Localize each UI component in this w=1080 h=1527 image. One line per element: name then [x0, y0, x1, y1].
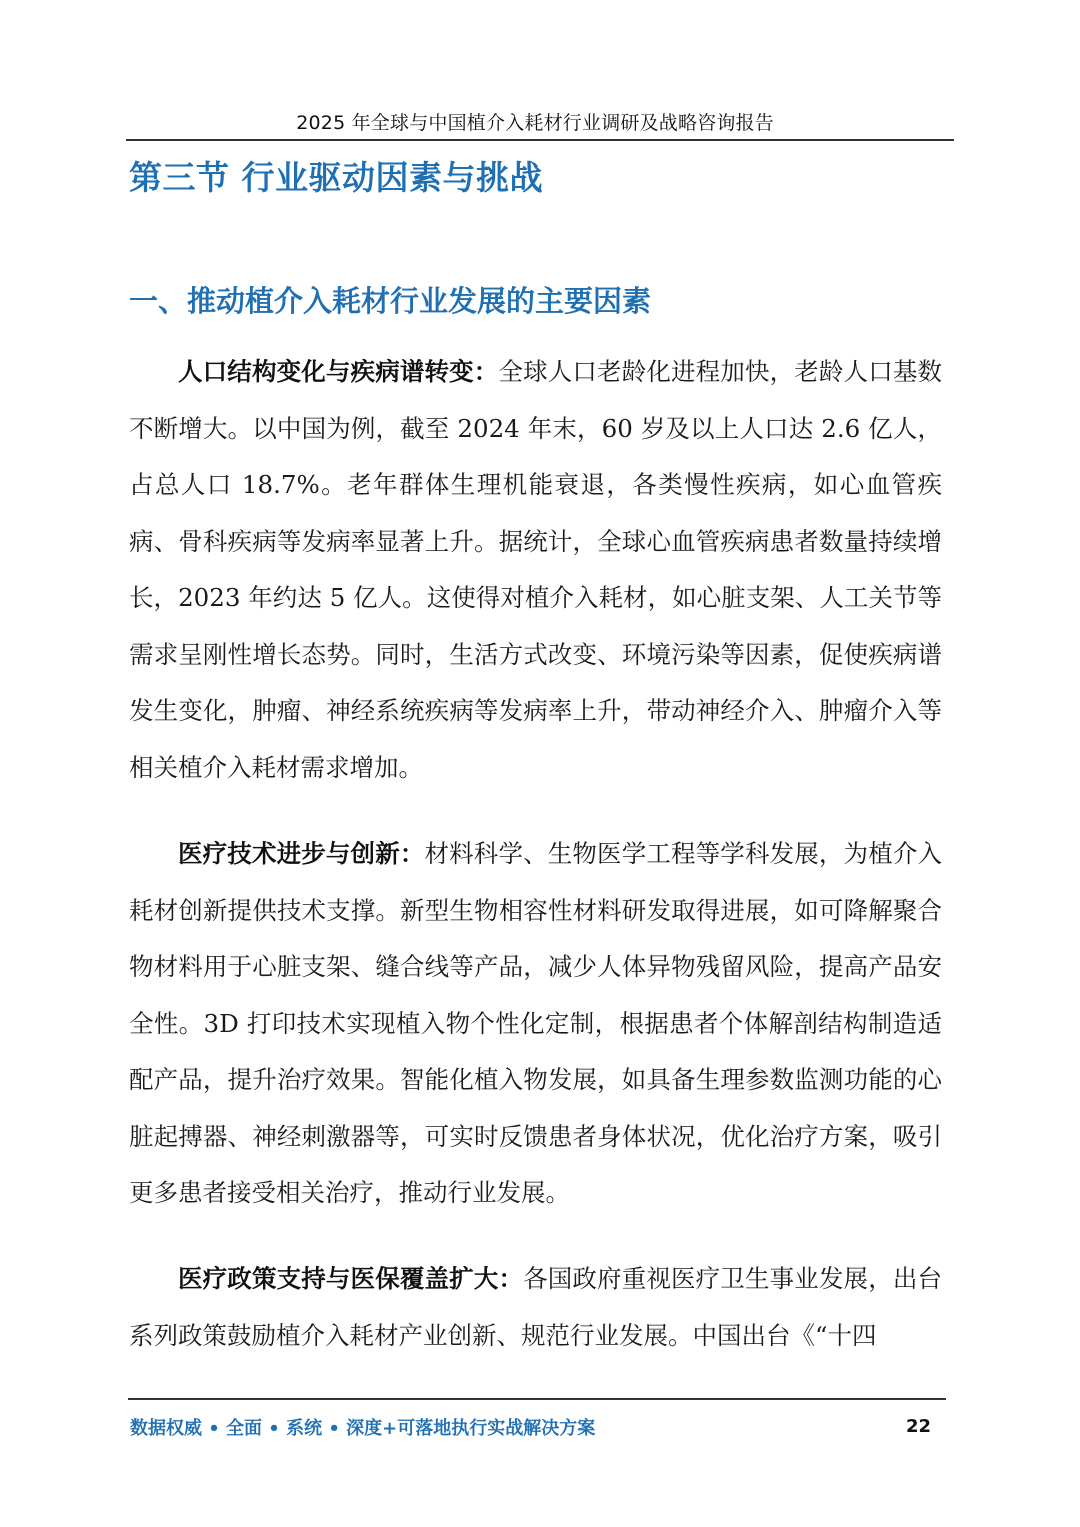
page-number: 22	[906, 1416, 932, 1437]
paragraph-body: 各国政府重视医疗卫生事业发展，出台系列政策鼓励植介入耗材产业创新、规范行业发展。中国出台《“十四	[129, 1264, 943, 1350]
paragraph-lead: 医疗政策支持与医保覆盖扩大：	[178, 1264, 524, 1293]
footer-slogan: 数据权威 • 全面 • 系统 • 深度+可落地执行实战解决方案	[130, 1418, 596, 1439]
paragraph-policy-insurance	[129, 1251, 942, 1364]
paragraph-body: 全球人口老龄化进程加快，老龄人口基数不断增大。以中国为例，截至 2024 年末，60 岁及以上人口达 2.6 亿人，占总人口 18.7%。老年群体生理机能衰退，各类慢性疾病，如心血管疾病、骨科疾病等发病率显著上升。据统计，全球心血管疾病患者数量持续增长，2023 年约达 5 亿人。这使得对植介入耗材，如心脏支架、人工关节等需求呈刚性增长态势。同时，生活方式改变、环境污染等因素，促使疾病谱发生变化，肿瘤、神经系统疾病等发病率上升，带动神经介入、肿瘤介入等相关植介入耗材需求增加。	[129, 357, 943, 782]
subsection-title: 一、推动植介入耗材行业发展的主要因素	[129, 284, 652, 318]
paragraph-lead: 医疗技术进步与创新：	[178, 839, 425, 868]
paragraph-body: 材料科学、生物医学工程等学科发展，为植介入耗材创新提供技术支撑。新型生物相容性材料研发取得进展，如可降解聚合物材料用于心脏支架、缝合线等产品，减少人体异物残留风险，提高产品安全性。3D 打印技术实现植入物个性化定制，根据患者个体解剖结构制造适配产品，提升治疗效果。智能化植入物发展，如具备生理参数监测功能的心脏起搏器、神经刺激器等，可实时反馈患者身体状况，优化治疗方案，吸引更多患者接受相关治疗，推动行业发展。	[129, 839, 942, 1207]
footer-divider	[128, 1398, 946, 1400]
paragraph-technology-innovation	[129, 826, 942, 1222]
paragraph-population-disease	[129, 344, 942, 796]
running-header: 2025 年全球与中国植介入耗材行业调研及战略咨询报告	[296, 112, 774, 134]
paragraph-lead: 人口结构变化与疾病谱转变：	[178, 357, 499, 386]
section-title: 第三节 行业驱动因素与挑战	[129, 158, 543, 197]
header-divider	[126, 139, 954, 141]
